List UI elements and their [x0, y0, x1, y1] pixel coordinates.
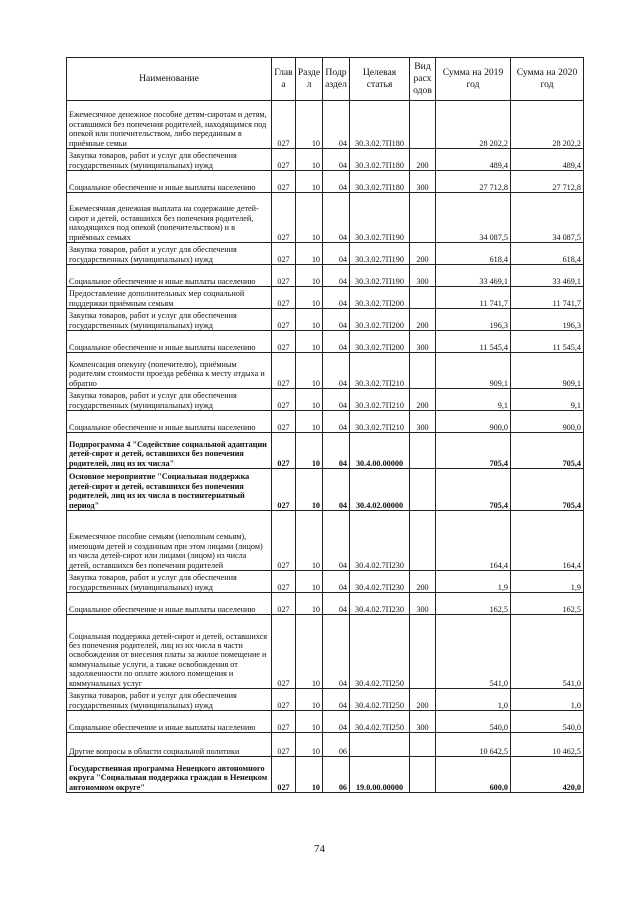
- header-sum-2020: Сумма на 2020 год: [511, 58, 584, 101]
- header-expense-type: Вид расх одов: [410, 58, 436, 101]
- header-subsection: Подр аздел: [323, 58, 350, 101]
- cell-name: Основное мероприятие "Социальная поддержка детей-сирот и детей, оставшихся без попечения родителей, лиц из их числа в постинтернатный период": [67, 469, 272, 511]
- cell-chapter: 027: [272, 733, 296, 757]
- cell-expense-type: 300: [410, 331, 436, 353]
- cell-target-article: 19.0.00.00000: [350, 757, 410, 793]
- cell-chapter: 027: [272, 689, 296, 711]
- cell-target-article: 30.3.02.7П210: [350, 389, 410, 411]
- cell-chapter: 027: [272, 433, 296, 469]
- table-row: [67, 149, 584, 171]
- header-name: Наименование: [67, 58, 272, 101]
- cell-sum-2020: 196,3: [511, 309, 584, 331]
- cell-subsection: 04: [323, 331, 350, 353]
- cell-subsection: 04: [323, 411, 350, 433]
- cell-target-article: 30.4.02.7П250: [350, 711, 410, 733]
- cell-sum-2019: 1,9: [436, 571, 511, 593]
- table-header-row: [67, 58, 584, 101]
- cell-sum-2020: 11 545,4: [511, 331, 584, 353]
- cell-section: 10: [296, 265, 323, 287]
- cell-target-article: 30.4.02.7П230: [350, 593, 410, 615]
- cell-sum-2020: 164,4: [511, 511, 584, 571]
- cell-name: Социальное обеспечение и иные выплаты населению: [67, 411, 272, 433]
- cell-sum-2019: 9,1: [436, 389, 511, 411]
- cell-expense-type: 200: [410, 389, 436, 411]
- table-row: [67, 733, 584, 757]
- cell-target-article: 30.3.02.7П200: [350, 287, 410, 309]
- cell-section: 10: [296, 757, 323, 793]
- cell-expense-type: 300: [410, 711, 436, 733]
- cell-name: Предоставление дополнительных мер социальной поддержки приёмным семьям: [67, 287, 272, 309]
- cell-target-article: 30.3.02.7П180: [350, 101, 410, 149]
- cell-subsection: 04: [323, 309, 350, 331]
- cell-target-article: 30.3.02.7П190: [350, 193, 410, 243]
- cell-subsection: 04: [323, 353, 350, 389]
- cell-sum-2019: 164,4: [436, 511, 511, 571]
- cell-sum-2019: 196,3: [436, 309, 511, 331]
- cell-target-article: 30.3.02.7П200: [350, 309, 410, 331]
- cell-name: Ежемесячное пособие семьям (неполным семьям), имеющим детей и созданным при этом лицами (лицом) из числа детей-сирот или лицами (лицом) из числа детей, оставшихся без попечения родителей: [67, 511, 272, 571]
- cell-section: 10: [296, 193, 323, 243]
- cell-target-article: 30.4.02.00000: [350, 469, 410, 511]
- cell-section: 10: [296, 433, 323, 469]
- cell-subsection: 04: [323, 171, 350, 193]
- cell-name: Социальное обеспечение и иные выплаты населению: [67, 171, 272, 193]
- cell-target-article: 30.4.02.7П230: [350, 511, 410, 571]
- cell-sum-2019: 162,5: [436, 593, 511, 615]
- cell-sum-2020: 489,4: [511, 149, 584, 171]
- cell-name: Закупка товаров, работ и услуг для обеспечения государственных (муниципальных) нужд: [67, 571, 272, 593]
- cell-subsection: 04: [323, 433, 350, 469]
- cell-sum-2020: 27 712,8: [511, 171, 584, 193]
- cell-section: 10: [296, 689, 323, 711]
- cell-chapter: 027: [272, 469, 296, 511]
- header-chapter: Глав а: [272, 58, 296, 101]
- header-sum-2019: Сумма на 2019 год: [436, 58, 511, 101]
- cell-chapter: 027: [272, 265, 296, 287]
- table-row: [67, 757, 584, 793]
- cell-target-article: 30.4.00.00000: [350, 433, 410, 469]
- cell-section: 10: [296, 171, 323, 193]
- cell-subsection: 04: [323, 689, 350, 711]
- cell-sum-2020: 1,0: [511, 689, 584, 711]
- cell-sum-2019: 909,1: [436, 353, 511, 389]
- cell-chapter: 027: [272, 711, 296, 733]
- table-row: [67, 265, 584, 287]
- cell-target-article: 30.3.02.7П190: [350, 243, 410, 265]
- cell-sum-2020: 909,1: [511, 353, 584, 389]
- cell-sum-2019: 541,0: [436, 615, 511, 689]
- cell-target-article: 30.4.02.7П250: [350, 615, 410, 689]
- cell-subsection: 04: [323, 193, 350, 243]
- table-row: [67, 469, 584, 511]
- cell-chapter: 027: [272, 171, 296, 193]
- cell-expense-type: [410, 193, 436, 243]
- cell-section: 10: [296, 331, 323, 353]
- cell-section: 10: [296, 287, 323, 309]
- cell-sum-2020: 1,9: [511, 571, 584, 593]
- table-row: [67, 309, 584, 331]
- cell-sum-2019: 27 712,8: [436, 171, 511, 193]
- table-row: [67, 287, 584, 309]
- cell-target-article: [350, 733, 410, 757]
- cell-sum-2020: 420,0: [511, 757, 584, 793]
- table-row: [67, 389, 584, 411]
- cell-chapter: 027: [272, 353, 296, 389]
- cell-subsection: 04: [323, 243, 350, 265]
- cell-sum-2020: 705,4: [511, 469, 584, 511]
- cell-target-article: 30.4.02.7П250: [350, 689, 410, 711]
- budget-table: [66, 57, 584, 793]
- cell-sum-2019: 705,4: [436, 469, 511, 511]
- cell-chapter: 027: [272, 615, 296, 689]
- cell-target-article: 30.4.02.7П230: [350, 571, 410, 593]
- cell-name: Социальное обеспечение и иные выплаты населению: [67, 711, 272, 733]
- cell-expense-type: 200: [410, 309, 436, 331]
- cell-section: 10: [296, 571, 323, 593]
- cell-chapter: 027: [272, 331, 296, 353]
- cell-sum-2019: 34 087,5: [436, 193, 511, 243]
- cell-chapter: 027: [272, 149, 296, 171]
- cell-sum-2020: 705,4: [511, 433, 584, 469]
- cell-name: Социальное обеспечение и иные выплаты населению: [67, 265, 272, 287]
- cell-section: 10: [296, 593, 323, 615]
- cell-name: Закупка товаров, работ и услуг для обеспечения государственных (муниципальных) нужд: [67, 149, 272, 171]
- cell-name: Компенсация опекуну (попечителю), приёмным родителям стоимости проезда ребёнка к месту отдыха и обратно: [67, 353, 272, 389]
- table-row: [67, 593, 584, 615]
- cell-expense-type: [410, 757, 436, 793]
- cell-name: Ежемесячная денежная выплата на содержание детей-сирот и детей, оставшихся без попечения родителей, находящихся под опекой (попечительством) и в приёмных семьях: [67, 193, 272, 243]
- cell-section: 10: [296, 309, 323, 331]
- cell-chapter: 027: [272, 571, 296, 593]
- table-row: [67, 411, 584, 433]
- cell-subsection: 04: [323, 101, 350, 149]
- cell-section: 10: [296, 711, 323, 733]
- cell-sum-2019: 618,4: [436, 243, 511, 265]
- cell-section: 10: [296, 511, 323, 571]
- cell-expense-type: 300: [410, 593, 436, 615]
- cell-chapter: 027: [272, 287, 296, 309]
- cell-expense-type: [410, 733, 436, 757]
- cell-expense-type: [410, 433, 436, 469]
- cell-expense-type: 300: [410, 411, 436, 433]
- cell-target-article: 30.3.02.7П180: [350, 149, 410, 171]
- cell-name: Социальное обеспечение и иные выплаты населению: [67, 331, 272, 353]
- cell-subsection: 04: [323, 615, 350, 689]
- cell-section: 10: [296, 389, 323, 411]
- cell-name: Социальное обеспечение и иные выплаты населению: [67, 593, 272, 615]
- cell-chapter: 027: [272, 757, 296, 793]
- cell-expense-type: [410, 469, 436, 511]
- cell-target-article: 30.3.02.7П190: [350, 265, 410, 287]
- cell-chapter: 027: [272, 389, 296, 411]
- cell-name: Подпрограмма 4 "Содействие социальной адаптации детей-сирот и детей, оставшихся без попечения родителей, лиц из их числа": [67, 433, 272, 469]
- cell-sum-2019: 900,0: [436, 411, 511, 433]
- cell-target-article: 30.3.02.7П210: [350, 353, 410, 389]
- cell-name: Ежемесячное денежное пособие детям-сиротам и детям, оставшимся без попечения родителей, находящимся под опекой или попечительством, либо переданным в приёмные семьи: [67, 101, 272, 149]
- cell-subsection: 04: [323, 511, 350, 571]
- cell-sum-2019: 33 469,1: [436, 265, 511, 287]
- cell-sum-2020: 618,4: [511, 243, 584, 265]
- cell-expense-type: 300: [410, 171, 436, 193]
- cell-sum-2020: 162,5: [511, 593, 584, 615]
- cell-expense-type: [410, 615, 436, 689]
- table-row: [67, 193, 584, 243]
- cell-section: 10: [296, 733, 323, 757]
- table-row: [67, 571, 584, 593]
- cell-sum-2020: 28 202,2: [511, 101, 584, 149]
- cell-sum-2019: 11 741,7: [436, 287, 511, 309]
- cell-section: 10: [296, 101, 323, 149]
- cell-sum-2020: 900,0: [511, 411, 584, 433]
- cell-subsection: 06: [323, 757, 350, 793]
- cell-name: Закупка товаров, работ и услуг для обеспечения государственных (муниципальных) нужд: [67, 389, 272, 411]
- cell-sum-2019: 10 642,5: [436, 733, 511, 757]
- cell-chapter: 027: [272, 243, 296, 265]
- table-row: [67, 433, 584, 469]
- cell-sum-2020: 540,0: [511, 711, 584, 733]
- cell-expense-type: [410, 511, 436, 571]
- cell-section: 10: [296, 615, 323, 689]
- table-row: [67, 243, 584, 265]
- table-row: [67, 331, 584, 353]
- cell-section: 10: [296, 469, 323, 511]
- cell-expense-type: 300: [410, 265, 436, 287]
- cell-expense-type: [410, 353, 436, 389]
- cell-chapter: 027: [272, 511, 296, 571]
- table-row: [67, 353, 584, 389]
- budget-table-container: [66, 57, 583, 793]
- cell-sum-2020: 11 741,7: [511, 287, 584, 309]
- cell-sum-2019: 28 202,2: [436, 101, 511, 149]
- cell-name: Социальная поддержка детей-сирот и детей, оставшихся без попечения родителей, лиц из их числа в части освобождения от внесения платы за жилое помещение и коммунальные услуги, а также освобождения от задолженности по оплате жилого помещения и коммунальных услуг: [67, 615, 272, 689]
- cell-subsection: 04: [323, 469, 350, 511]
- cell-sum-2020: 34 087,5: [511, 193, 584, 243]
- cell-sum-2019: 11 545,4: [436, 331, 511, 353]
- cell-expense-type: 200: [410, 571, 436, 593]
- cell-name: Закупка товаров, работ и услуг для обеспечения государственных (муниципальных) нужд: [67, 689, 272, 711]
- cell-subsection: 04: [323, 287, 350, 309]
- cell-expense-type: [410, 287, 436, 309]
- cell-subsection: 06: [323, 733, 350, 757]
- cell-sum-2019: 1,0: [436, 689, 511, 711]
- cell-subsection: 04: [323, 389, 350, 411]
- cell-name: Государственная программа Ненецкого автономного округа "Социальная поддержка граждан в Ненецком автономном округе": [67, 757, 272, 793]
- header-section: Разде л: [296, 58, 323, 101]
- cell-expense-type: 200: [410, 689, 436, 711]
- cell-subsection: 04: [323, 711, 350, 733]
- cell-chapter: 027: [272, 193, 296, 243]
- cell-expense-type: 200: [410, 243, 436, 265]
- table-row: [67, 711, 584, 733]
- cell-subsection: 04: [323, 265, 350, 287]
- cell-section: 10: [296, 243, 323, 265]
- cell-chapter: 027: [272, 309, 296, 331]
- table-row: [67, 101, 584, 149]
- cell-subsection: 04: [323, 571, 350, 593]
- page-number: 74: [314, 843, 325, 855]
- cell-chapter: 027: [272, 411, 296, 433]
- cell-target-article: 30.3.02.7П210: [350, 411, 410, 433]
- cell-name: Закупка товаров, работ и услуг для обеспечения государственных (муниципальных) нужд: [67, 309, 272, 331]
- cell-target-article: 30.3.02.7П200: [350, 331, 410, 353]
- cell-sum-2020: 9,1: [511, 389, 584, 411]
- cell-chapter: 027: [272, 593, 296, 615]
- cell-sum-2019: 600,0: [436, 757, 511, 793]
- cell-expense-type: [410, 101, 436, 149]
- cell-section: 10: [296, 353, 323, 389]
- cell-sum-2019: 489,4: [436, 149, 511, 171]
- cell-sum-2020: 541,0: [511, 615, 584, 689]
- table-row: [67, 689, 584, 711]
- table-row: [67, 615, 584, 689]
- cell-name: Другие вопросы в области социальной политики: [67, 733, 272, 757]
- cell-name: Закупка товаров, работ и услуг для обеспечения государственных (муниципальных) нужд: [67, 243, 272, 265]
- table-row: [67, 171, 584, 193]
- cell-target-article: 30.3.02.7П180: [350, 171, 410, 193]
- cell-section: 10: [296, 149, 323, 171]
- cell-sum-2019: 705,4: [436, 433, 511, 469]
- cell-sum-2020: 33 469,1: [511, 265, 584, 287]
- cell-subsection: 04: [323, 149, 350, 171]
- cell-sum-2019: 540,0: [436, 711, 511, 733]
- cell-chapter: 027: [272, 101, 296, 149]
- cell-expense-type: 200: [410, 149, 436, 171]
- cell-subsection: 04: [323, 593, 350, 615]
- table-row: [67, 511, 584, 571]
- header-target-article: Целевая статья: [350, 58, 410, 101]
- cell-sum-2020: 10 462,5: [511, 733, 584, 757]
- cell-section: 10: [296, 411, 323, 433]
